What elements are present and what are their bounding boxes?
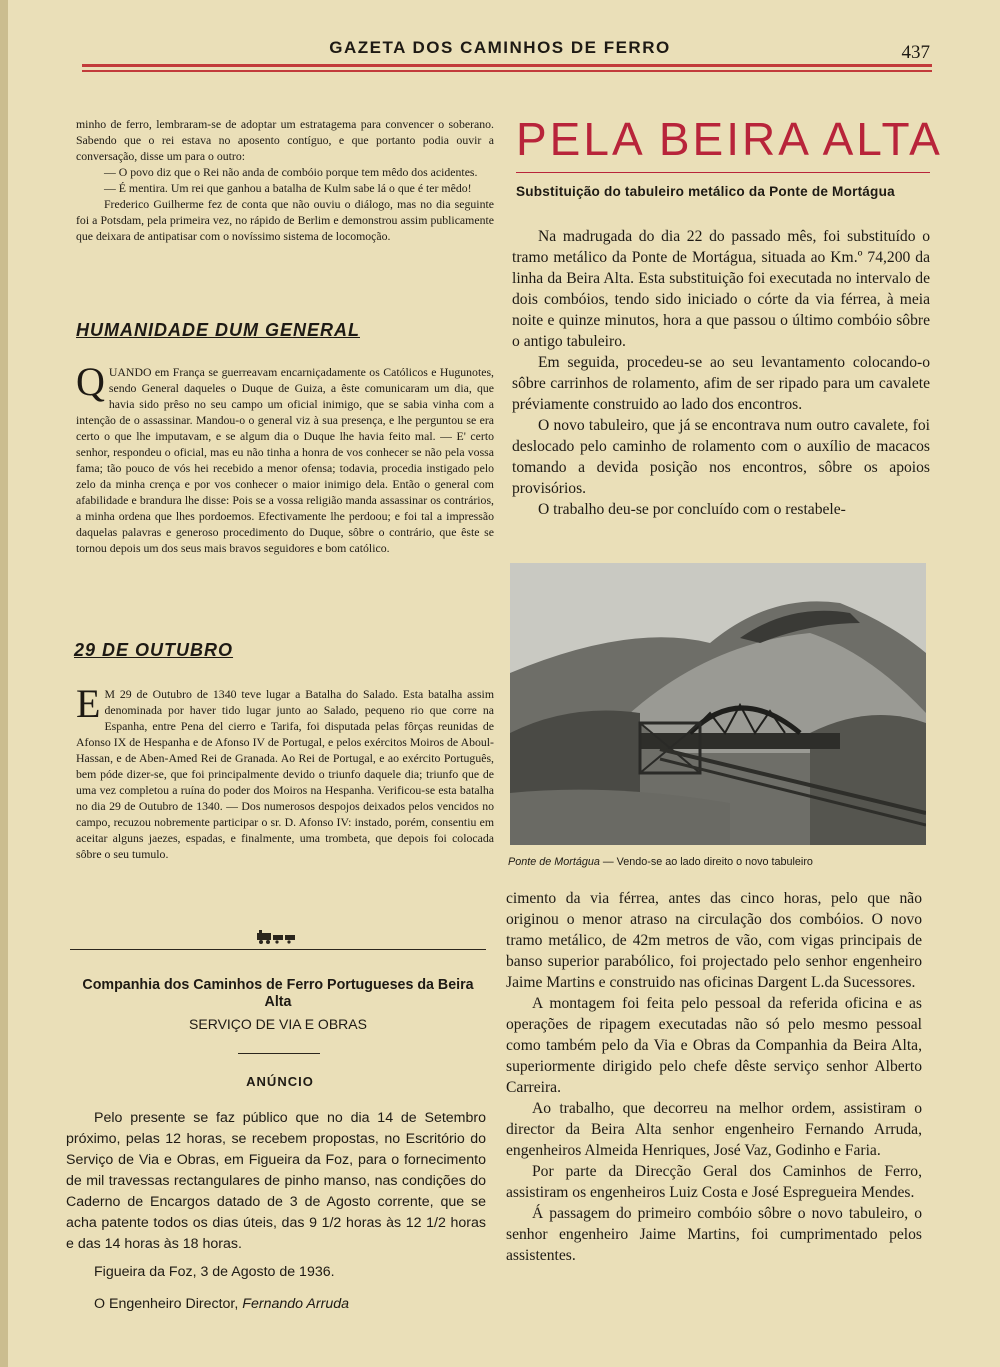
signature-role: O Engenheiro Director, (94, 1296, 239, 1312)
paragraph: A montagem foi feita pelo pessoal da referida oficina e as operações de ripagem executadas não só pelo mesmo pessoal como também pelo da Via e Obras da Companhia da Beira Alta, superiormente dirigido pelo chefe dêste serviço senhor Alberto Carreira. (506, 995, 922, 1096)
article-title: PELA BEIRA ALTA (516, 113, 943, 165)
section-heading-humanidade: HUMANIDADE DUM GENERAL (76, 320, 360, 340)
paragraph: cimento da via férrea, antes das cinco horas, pelo que não originou o menor atraso na circulação dos combóios. O novo tramo metálico, de 42m metros de vão, com vigas principais de banso superior parabólico, foi projectado pelo senhor engenheiro Jaime Martins e construido nas oficinas Dargent L.da Sucessores. (506, 890, 922, 991)
article-text-bottom (506, 888, 922, 1266)
paragraph: Á passagem do primeiro combóio sôbre o novo tabuleiro, o senhor engenheiro Jaime Martins, foi cumprimentado pelos assistentes. (506, 1205, 922, 1264)
train-ornament-icon (255, 930, 299, 944)
separator (70, 949, 486, 950)
announcement-title: ANÚNCIO (246, 1074, 314, 1089)
announcement-body (66, 1108, 486, 1255)
section-outubro-text (76, 681, 494, 862)
paragraph: Ao trabalho, que decorreu na melhor ordem, assistiram o director da Beira Alta senhor engenheiro Fernando Arruda, engenheiros Almeida Henriques, José Vaz, Godinho e Faria. (506, 1100, 922, 1159)
caption-text: — Vendo-se ao lado direito o novo tabuleiro (602, 856, 813, 868)
section-heading-outubro: 29 DE OUTUBRO (74, 640, 234, 660)
signature-name: Fernando Arruda (242, 1296, 350, 1312)
paragraph: UANDO em França se guerreavam encarniçadamente os Católicos e Hugunotes, sendo General daqueles o Duque de Guiza, a êste comunicaram um dia, que havia sido prêso no seu campo um oficial inimigo, que se sabia vinha com a intenção de o assassinar. Mandou-o o general viz à sua presença, e lhe perguntou se era certo o que lhe imputavam, e se algum dia o Duque lhe havia feito mal. — E' certo senhor, respondeu o oficial, mas eu não tinha a honra de vos conhecer se não pela vossa fama; tão pouco de vós hei recebido a menor ofensa; todavia, procedia instigado pelo zelo da minha crença e por vos conhecer o maior inimigo dela. Então o general com afabilidade e brandura lhe disse: Pois se a vossa religião manda assassinar os contrários, a minha ordena que lhes pordoemos. Efectivamente lhe perdoou; e foi tal a impressão daquelas palavras e generoso procedimento do Duque, sôbre o contrário, que êste se tornou depois um dos seus mais bravos seguidores e bom católico. (76, 365, 494, 555)
dropcap: E (76, 681, 101, 726)
service-name: SERVIÇO DE VIA E OBRAS (189, 1016, 367, 1032)
dropcap: Q (76, 359, 105, 404)
paragraph: Em seguida, procedeu-se ao seu levantamento colocando-o sôbre carrinhos de rolamento, afim de ser ripado para um cavalete préviamente construido ao lado dos encontros. (512, 354, 930, 413)
paragraph: — O povo diz que o Rei não anda de combóio porque tem mêdo dos acidentes. (104, 165, 478, 179)
article-text-top (512, 226, 930, 520)
paragraph: M 29 de Outubro de 1340 teve lugar a Batalha do Salado. Esta batalha assim denominada por haver tido lugar junto ao Salado, pequeno rio que corre na Espanha, entre Pena del cierro e Tarifa, foi disputada pelas fôrças reunidas de Afonso IX de Hespanha e de Afonso IV de Portugal, e pelos exércitos Moiros de Aboul-Hassan, e de Aben-Amed Rei de Granada. Ao Rei de Portugal, e ao exército Português, bem póde dizer-se, que foi principalmente devido o triunfo daquele dia; triunfo que de uma vez completou a ruína do poder dos Moiros na Hespanha. Verificou-se esta batalha no dia 29 de Outubro de 1340. — Dos numerosos despojos deixados pelos vencidos no campo, recuzou nobremente participar o sr. D. Afonso IV: instado, porém, consentiu em aceitar alguns jaezes, espadas, e finalmente, uma trombeta, que depois foi colocada sôbre o seu tumulo. (76, 687, 494, 861)
paragraph: Por parte da Direcção Geral dos Caminhos de Ferro, assistiram os engenheiros Luiz Costa e José Espregueira Mendes. (506, 1163, 922, 1201)
journal-title: GAZETA DOS CAMINHOS DE FERRO (329, 38, 671, 57)
paragraph: Na madrugada do dia 22 do passado mês, foi substituído o tramo metálico da Ponte de Mortágua, situada ao Km.º 74,200 da linha da Beira Alta. Esta substituição foi executada no intervalo de dois combóios, tendo sido iniciado o córte da via férrea, à meia noite e quinze minutos, hora a que passou o último combóio sôbre o antigo tabuleiro. (512, 228, 930, 350)
paragraph: O trabalho deu-se por concluído com o restabele- (538, 501, 846, 518)
paragraph: Frederico Guilherme fez de conta que não ouviu o diálogo, mas no dia seguinte foi a Potsdam, pela primeira vez, no rápido de Berlim e demonstrou assim publicamente que deixara de antipatisar com o novíssimo sistema de locomoção. (76, 197, 494, 243)
page-number: 437 (901, 42, 930, 63)
header-rule-top (82, 64, 932, 67)
announcement-signature (94, 1294, 494, 1315)
announcement-place-date: Figueira da Foz, 3 de Agosto de 1936. (94, 1264, 335, 1280)
photo-caption (508, 856, 813, 868)
article-subtitle: Substituição do tabuleiro metálico da Ponte de Mortágua (516, 184, 895, 199)
paragraph: Pelo presente se faz público que no dia 14 de Setembro próximo, pelas 12 horas, se recebem propostas, no Escritório do Serviço de Via e Obras, em Figueira da Foz, para o fornecimento de mil travessas rectangulares de pinho manso, nas condições do Caderno de Encargos datado de 3 de Agosto corrente, que se acha patente todos os dias úteis, das 9 1/2 horas às 12 1/2 horas e das 14 horas às 18 horas. (66, 1110, 486, 1252)
intro-text (76, 116, 494, 244)
paragraph: minho de ferro, lembraram-se de adoptar um estratagema para convencer o soberano. Sabendo que o rei estava no aposento contíguo, e que portanto podia ouvir a conversação, disse um para o outro: (76, 117, 494, 163)
paragraph: O novo tabuleiro, que já se encontrava num outro cavalete, foi deslocado pelo caminho de rolamento com o auxílio de macacos tomando a devida posição nos encontros, sôbre os apoios provisórios. (512, 417, 930, 497)
short-rule (238, 1053, 320, 1054)
page-edge (0, 0, 8, 1367)
title-rule (516, 172, 930, 173)
header-rule-bottom (82, 70, 932, 72)
section-humanidade-text (76, 359, 494, 556)
bridge-photo (510, 563, 926, 845)
paragraph: — É mentira. Um rei que ganhou a batalha de Kulm sabe lá o que é ter mêdo! (104, 181, 472, 195)
caption-place: Ponte de Mortágua (508, 856, 600, 868)
company-name: Companhia dos Caminhos de Ferro Portugueses da Beira Alta (82, 976, 474, 1010)
